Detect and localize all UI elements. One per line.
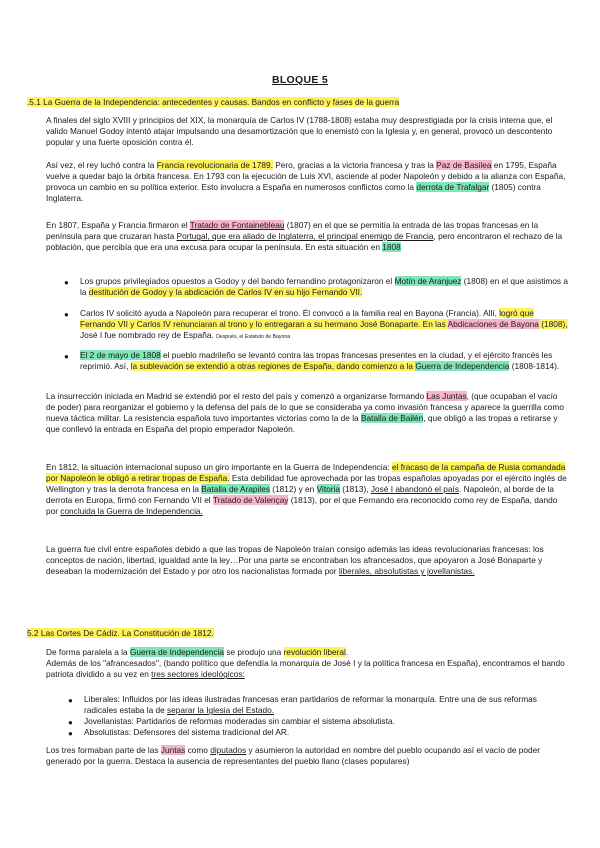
bullet-item-3: El 2 de mayo de 1808 el pueblo madrileño se levantó contra las tropas francesas presentes en la ciudad, y el ejército francés les reprimió. Así, la sublevación se extendió a otras regiones de España, dando comienzo a la Guerra de Independencia (1808-1814). bbox=[80, 350, 560, 372]
bullet-item-1: Los grupos privilegiados opuestos a Godoy y del bando fernandino protagonizaron el Motín de Aranjuez (1808) en el que asistimos a la destitución de Godoy y la abdicación de Carlos IV en su hijo Fernando VII. bbox=[80, 276, 569, 298]
list-item-liberales: Liberales: Influidos por las ideas ilustradas francesas eran partidarios de reformar la monarquía. Entre una de sus reformas radicales estaba la de separar la Iglesia del Estado. bbox=[84, 694, 537, 716]
paragraph-8: Los tres formaban parte de las Juntas como diputados y asumieron la autoridad en nombre del pueblo ocupando así el vacío de poder generado por la guerra. Destaca la ausencia de representantes del pueblo llano (clases populares) bbox=[46, 745, 541, 767]
bullet-icon: ● bbox=[64, 310, 69, 319]
bullet-item-2: Carlos IV solicitó ayuda a Napoleón para recuperar el trono. Él convocó a la familia real en Bayona (Francia). Allí, logró que Fernando VII y Carlos IV renunciaran al trono y lo entregaran a su hermano José Bonaparte. En las Abdicaciones de Bayona (1808), José I fue nombrado rey de España. Después, el Estatuto de Bayona bbox=[80, 308, 568, 341]
section-1-heading: .5.1 La Guerra de la Independencia: antecedentes y causas. Bandos en conflicto y fases de la guerra bbox=[27, 97, 400, 107]
bullet-icon: ● bbox=[68, 696, 73, 705]
section-2-heading: 5.2 Las Cortes De Cádiz. La Constitución de 1812. bbox=[27, 628, 214, 638]
list-item-absolutistas: Absolutistas: Defensores del sistema tradicional del AR. bbox=[84, 727, 290, 737]
paragraph-6: La guerra fue civil entre españoles debido a que las tropas de Napoleón traían consigo además las ideas revolucionarias francesas: los conceptos de nación, libertad, igualdad ante la ley…Por una parte se encontraban los afrancesados, que apoyaron a José Bonaparte y deseaban la modernización del Estado y por otro los nacionalistas formada por liberales, absolutistas y jovellanistas. bbox=[46, 544, 544, 577]
paragraph-3: En 1807, España y Francia firmaron el Tratado de Fontainebleau (1807) en el que se permitía la entrada de las tropas francesas en la península para que cruzaran hasta Portugal, que era aliado de Inglaterra, el principal enemigo de Francia, pero encontraron el rechazo de la población, que percibía que era una excusa para ocupar la península. En esta situación en 1808 bbox=[46, 220, 563, 253]
paragraph-7: De forma paralela a la Guerra de Independencia se produjo una revolución liberal. Además de los "afrancesados", (bando político que defendía la monarquía de José I y la política francesa en España), encontramos el bando patriota dividido a su vez en tres sectores ideológicos: bbox=[46, 647, 565, 680]
paragraph-2: Así vez, el rey luchó contra la Francia revolucionaria de 1789. Pero, gracias a la victoria francesa y tras la Paz de Basilea en 1795, España vuelve a quedar bajo la órbita francesa. En 1793 con la ejecución de Luis XVI, asciende al poder Napoleón y debido a la alianza con España, provoca un cambio en su política exterior. Esto involucra a España en numerosos conflictos como la derrota de Trafalgar (1805) contra Inglaterra. bbox=[46, 160, 566, 204]
bullet-icon: ● bbox=[64, 278, 69, 287]
bullet-icon: ● bbox=[68, 718, 73, 727]
paragraph-5: En 1812, la situación internacional supuso un giro importante en la Guerra de Independencia: el fracaso de la campaña de Rusia comandada por Napoleón le obligó a retirar tropas de España. Esta debilidad fue aprovechada por las tropas españolas apoyadas por el ejército inglés de Wellington y tras la derrota francesa en la Batalla de Arapiles (1812) y en Vitoria (1813), José I abandonó el país. Napoleón, al borde de la derrota en Europa, firmó con Fernando VII el Tratado de Valençay (1813), por el que Fernando era reconocido como rey de España, dando por concluida la Guerra de Independencia. bbox=[46, 462, 567, 517]
paragraph-4: La insurrección iniciada en Madrid se extendió por el resto del país y comenzó a organizarse formando Las Juntas, (que ocupaban el vacío de poder) para reorganizar el gobierno y la defensa del país de lo que se consideraba ya como invasión francesa y aparece la guerrilla como nueva táctica militar. La resistencia española tuvo importantes victorias como la de la Batalla de Bailén, que obligó a las tropas a retirarse y que conllevó la entrada en España del propio emperador Napoleón. bbox=[46, 391, 564, 435]
paragraph-1: A finales del siglo XVIII y principios del XIX, la monarquía de Carlos IV (1788-1808) estaba muy desprestigiada por la crisis interna que, el valido Manuel Godoy intentó atajar impulsando una desamortización que lo enemistó con la Iglesia y, en general, provocó un descontento popular y una fuerte oposición contra él. bbox=[46, 115, 553, 148]
list-item-jovellanistas: Jovellanistas: Partidarios de reformas moderadas sin cambiar el sistema absolutista. bbox=[84, 716, 395, 726]
bullet-icon: ● bbox=[64, 352, 69, 361]
bullet-icon: ● bbox=[68, 729, 73, 738]
page-title: BLOQUE 5 bbox=[271, 74, 329, 86]
